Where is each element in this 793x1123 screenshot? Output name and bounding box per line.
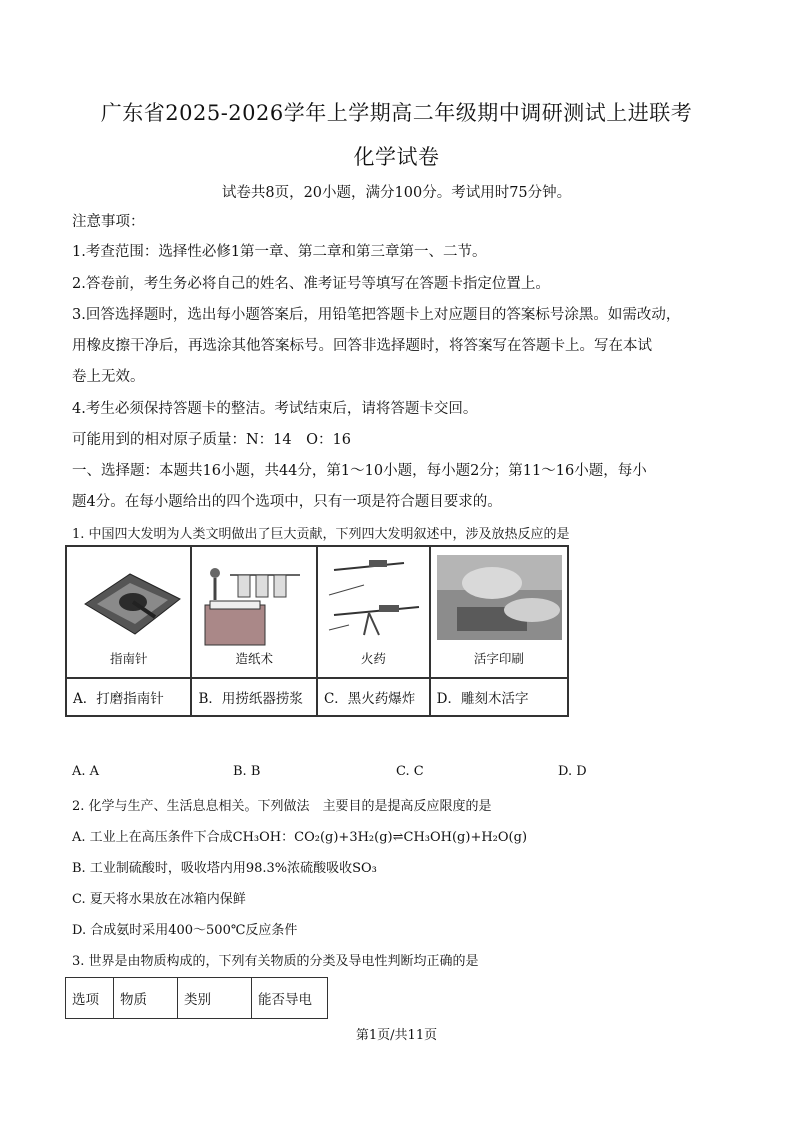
q3-header-category: 类别: [178, 978, 252, 1019]
q1-choice-a: A. A: [72, 764, 100, 779]
question-3-stem: 3. 世界是由物质构成的，下列有关物质的分类及导电性判断均正确的是: [72, 954, 479, 969]
question-2-stem: 2. 化学与生产、生活息息相关。下列做法 主要目的是提高反应限度的是: [72, 799, 492, 814]
note-3-line1: 3.回答选择题时，选出每小题答案后，用铅笔把答题卡上对应题目的答案标号涂黑。如需改动，: [72, 307, 681, 323]
caption-papermaking: 造纸术: [235, 651, 273, 666]
compass-cell: [66, 546, 191, 678]
q2-option-a: A. 工业上在高压条件下合成CH₃OH：CO₂(g)+3H₂(g)⇌CH₃OH(g)+H₂O(g): [72, 830, 528, 845]
printing-image: [437, 555, 562, 640]
note-4: 4.考生必须保持答题卡的整洁。考试结束后，请将答题卡交回。: [72, 401, 478, 417]
q1-choice-d: D. D: [558, 764, 587, 779]
q1-choice-b: B. B: [233, 764, 261, 779]
compass-image: [75, 559, 185, 649]
exam-subtitle: 化学试卷: [353, 145, 440, 169]
note-2: 2.答卷前，考生务必将自己的姓名、准考证号等填写在答题卡指定位置上。: [72, 276, 550, 292]
note-3-line2: 用橡皮擦干净后，再选涂其他答案标号。回答非选择题时，将答案写在答题卡上。写在本试: [72, 338, 652, 354]
q2-option-c: C. 夏天将水果放在冰箱内保鲜: [72, 892, 246, 907]
section-instructions-line1: 一、选择题：本题共16小题，共44分，第1～10小题，每小题2分；第11～16小题，每小: [72, 463, 647, 479]
q3-header-substance: 物质: [114, 978, 178, 1019]
atomic-masses: 可能用到的相对原子质量：N：14 O：16: [72, 432, 351, 448]
papermaking-cell: [191, 546, 316, 678]
q2-option-b: B. 工业制硫酸时，吸收塔内用98.3%浓硫酸吸收SO₃: [72, 861, 377, 876]
note-1: 1.考查范围：选择性必修1第一章、第二章和第三章第一、二节。: [72, 244, 487, 260]
q2-option-d: D. 合成氨时采用400～500℃反应条件: [72, 923, 298, 938]
caption-gunpowder: 火药: [360, 651, 386, 666]
printing-cell: [430, 546, 568, 678]
question-3-table: [65, 977, 328, 1019]
gunpowder-cell: [317, 546, 430, 678]
q3-header-option: 选项: [66, 978, 114, 1019]
q1-choice-c: C. C: [396, 764, 424, 779]
note-3-line3: 卷上无效。: [72, 369, 145, 385]
exam-title: 广东省2025-2026学年上学期高二年级期中调研测试上进联考: [100, 101, 693, 125]
caption-printing: 活字印刷: [473, 651, 524, 666]
gunpowder-image: [324, 555, 424, 650]
question-1-stem: 1. 中国四大发明为人类文明做出了巨大贡献，下列四大发明叙述中，涉及放热反应的是: [72, 527, 570, 542]
question-1-table: [65, 545, 569, 717]
papermaking-image: [200, 555, 310, 650]
page-footer: 第1页/共11页: [355, 1028, 438, 1043]
section-instructions-line2: 题4分。在每小题给出的四个选项中，只有一项是符合题目要求的。: [72, 494, 502, 510]
notes-heading: 注意事项：: [72, 214, 145, 230]
caption-compass: 指南针: [109, 651, 148, 666]
q3-header-conductivity: 能否导电: [252, 978, 328, 1019]
q1-option-a-text: A．打磨指南针: [66, 678, 191, 716]
q1-option-c-text: C．黑火药爆炸: [317, 678, 430, 716]
exam-info: 试卷共8页，20小题，满分100分。考试用时75分钟。: [221, 185, 572, 201]
q1-option-d-text: D．雕刻木活字: [430, 678, 568, 716]
q1-option-b-text: B．用捞纸器捞浆: [191, 678, 316, 716]
